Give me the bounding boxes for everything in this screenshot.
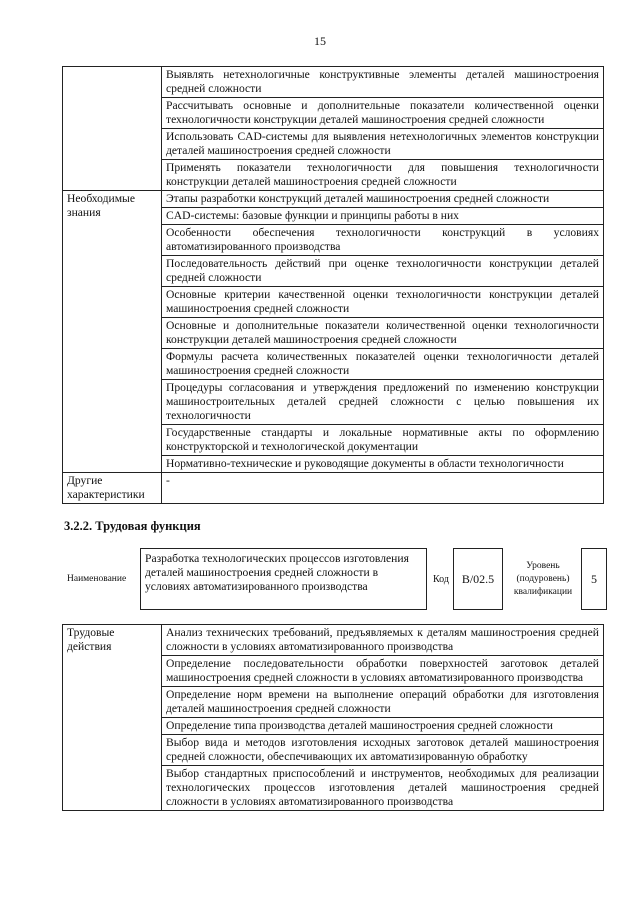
level-box: 5 — [581, 548, 607, 610]
action-item: Определение типа производства деталей машиностроения средней сложности — [162, 718, 604, 735]
knowledge-item: Последовательность действий при оценке технологичности конструкции деталей средней сложности — [162, 256, 604, 287]
section-title: 3.2.2. Трудовая функция — [64, 519, 201, 533]
skill-item: Применять показатели технологичности для повышения технологичности конструкции деталей машиностроения средней сложности — [162, 160, 604, 191]
knowledge-item: Особенности обеспечения технологичности конструкций в условиях автоматизированного производства — [162, 225, 604, 256]
table-row — [63, 625, 604, 656]
skill-item: Рассчитывать основные и дополнительные показатели количественной оценки технологичности конструкции деталей машиностроения средней сложности — [162, 98, 604, 129]
action-item: Определение последовательности обработки поверхностей заготовок деталей машиностроения средней сложности в условиях автоматизированного производства — [162, 656, 604, 687]
table-row — [63, 67, 604, 98]
skills-label-cell — [63, 67, 162, 191]
other-value: - — [162, 473, 604, 504]
actions-label: Трудовые действия — [63, 625, 162, 811]
level-label: Уровень (подуровень) квалификации — [513, 561, 573, 597]
knowledge-item: CAD-системы: базовые функции и принципы работы в них — [162, 208, 604, 225]
page-number: 15 — [314, 34, 326, 48]
labor-function-header — [62, 547, 607, 611]
code-label: Код — [433, 574, 449, 585]
knowledge-item: Нормативно-технические и руководящие документы в области технологичности — [162, 456, 604, 473]
competency-table — [62, 66, 604, 504]
knowledge-item: Этапы разработки конструкций деталей машиностроения средней сложности — [162, 191, 604, 208]
knowledge-label: Необходимые знания — [63, 191, 162, 473]
action-item: Выбор стандартных приспособлений и инструментов, необходимых для реализации технологических процессов изготовления деталей машиностроения средней сложности в условиях автоматизированного производства — [162, 766, 604, 811]
skill-item: Использовать CAD-системы для выявления нетехнологичных элементов конструкции деталей машиностроения средней сложности — [162, 129, 604, 160]
knowledge-item: Процедуры согласования и утверждения предложений по изменению конструкции машиностроительных деталей средней сложности с целью повышения их технологичности — [162, 380, 604, 425]
knowledge-item: Основные критерии качественной оценки технологичности конструкции деталей машиностроения средней сложности — [162, 287, 604, 318]
other-label: Другие характеристики — [63, 473, 162, 504]
action-item: Анализ технических требований, предъявляемых к деталям машиностроения средней сложности в условиях автоматизированного производства — [162, 625, 604, 656]
knowledge-item: Формулы расчета количественных показателей оценки технологичности деталей машиностроения средней сложности — [162, 349, 604, 380]
code-box: B/02.5 — [453, 548, 503, 610]
action-item: Определение норм времени на выполнение операций обработки для изготовления деталей машиностроения средней сложности — [162, 687, 604, 718]
action-item: Выбор вида и методов изготовления исходных заготовок деталей машиностроения средней сложности, обеспечивающих их автоматизированную обработку — [162, 735, 604, 766]
knowledge-item: Основные и дополнительные показатели количественной оценки технологичности конструкции деталей машиностроения средней сложности — [162, 318, 604, 349]
name-label: Наименование — [67, 574, 127, 584]
table-row — [63, 191, 604, 208]
function-name-box: Разработка технологических процессов изготовления деталей машиностроения средней сложности в условиях автоматизированного производства — [140, 548, 427, 610]
table-row — [63, 473, 604, 504]
labor-actions-table — [62, 624, 604, 811]
knowledge-item: Государственные стандарты и локальные нормативные акты по оформлению конструкторской и технологической документации — [162, 425, 604, 456]
skill-item: Выявлять нетехнологичные конструктивные элементы деталей машиностроения средней сложности — [162, 67, 604, 98]
